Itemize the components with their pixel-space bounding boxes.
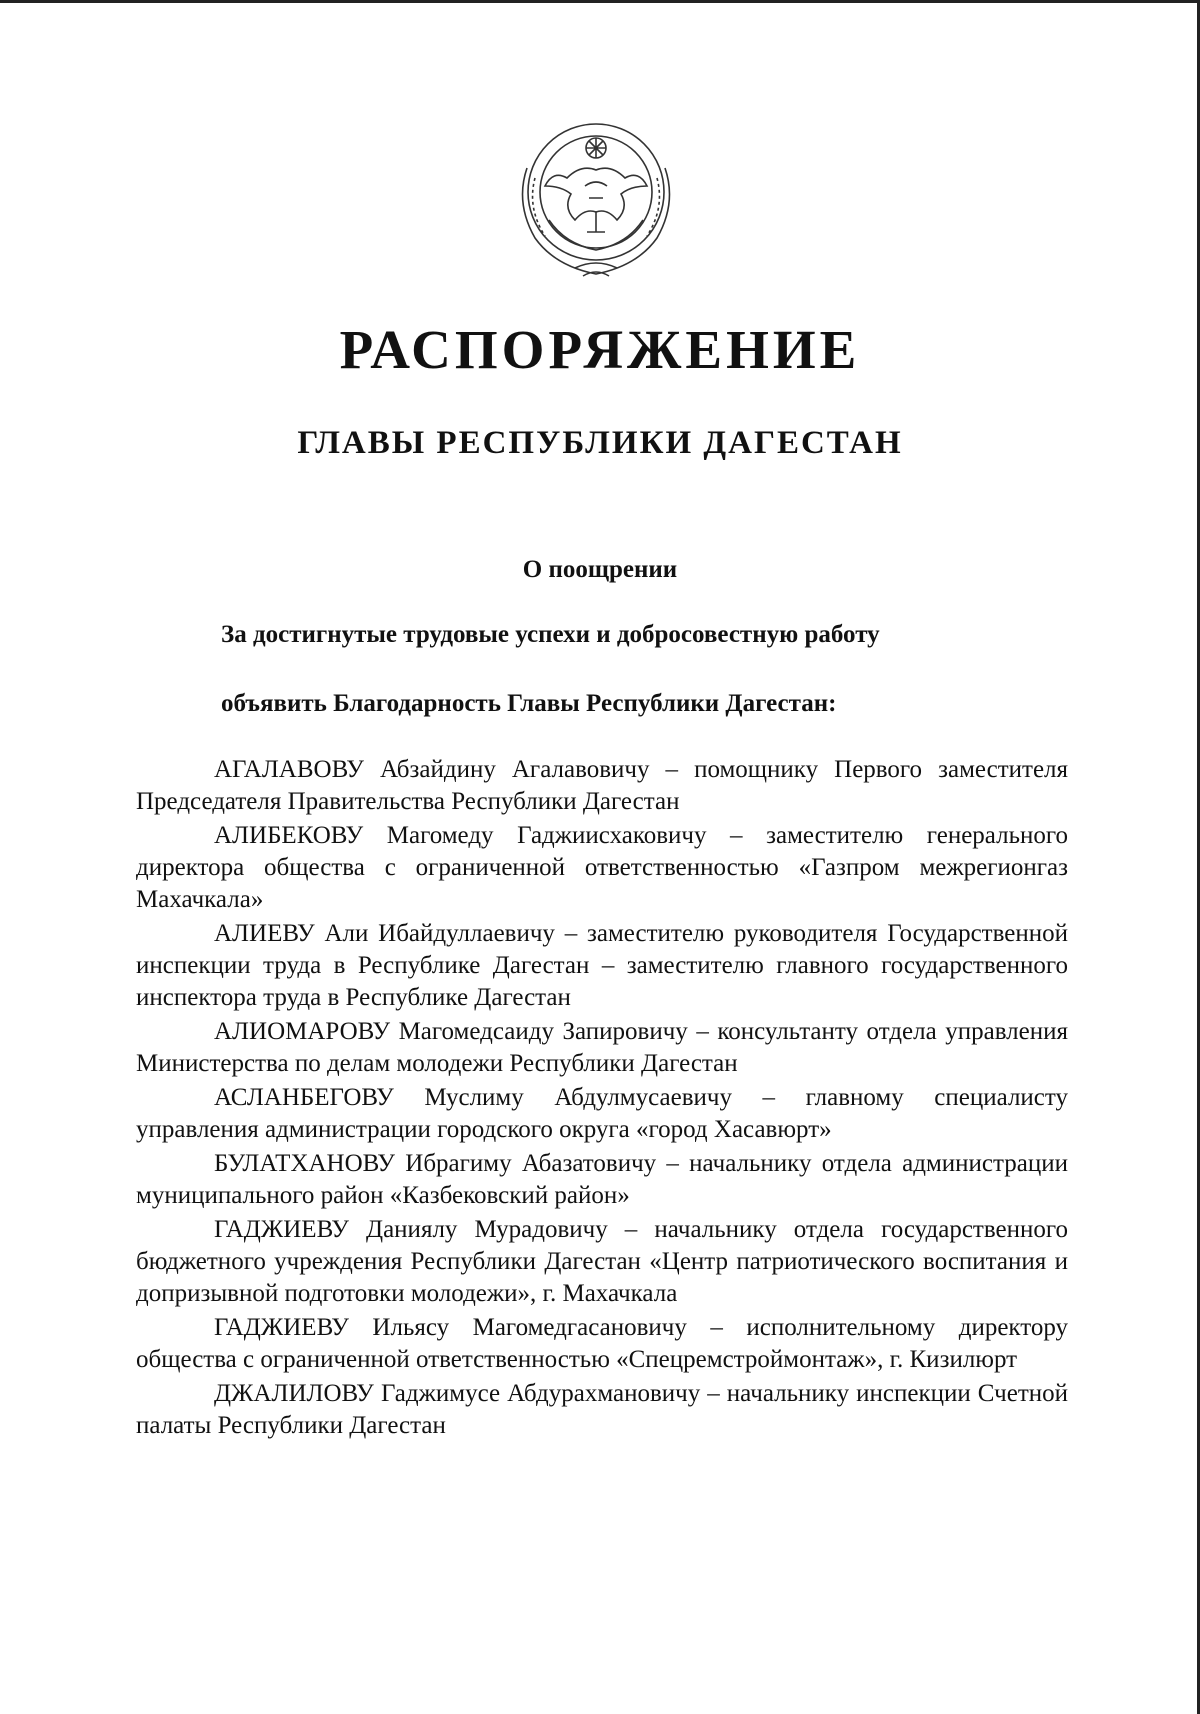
intro-line-1: За достигнутые трудовые успехи и добросовестную работу <box>221 621 880 648</box>
awardee-entry <box>136 1214 1068 1310</box>
awardee-list <box>136 754 1068 1444</box>
awardee-details: Даниялу Мурадовичу – начальнику отдела государственного бюджетного учреждения Республики Дагестан «Центр патриотического воспитания и допризывной подготовки молодежи», г. Махачкала <box>136 1216 1068 1307</box>
awardee-entry <box>136 1312 1068 1376</box>
awardee-surname: АГАЛАВОВУ <box>214 756 364 783</box>
awardee-entry <box>136 1378 1068 1442</box>
awardee-surname: ГАДЖИЕВУ <box>214 1216 349 1243</box>
awardee-surname: ГАДЖИЕВУ <box>214 1314 349 1341</box>
document-subject: О поощрении <box>522 556 678 583</box>
awardee-details: Абзайдину Агалавовичу – помощнику Первого заместителя Председателя Правительства Республики Дагестан <box>136 756 1069 815</box>
awardee-entry <box>136 1016 1068 1080</box>
awardee-details: Али Ибайдуллаевичу – заместителю руководителя Государственной инспекции труда в Республике Дагестан – заместителю главного государственного инспектора труда в Республике Дагестан <box>136 920 1068 1011</box>
awardee-surname: АСЛАНБЕГОВУ <box>214 1084 394 1111</box>
awardee-entry <box>136 1082 1068 1146</box>
awardee-surname: АЛИЕВУ <box>214 920 315 947</box>
intro-line-2: объявить Благодарность Главы Республики Дагестан: <box>221 690 837 717</box>
awardee-details: Магомеду Гаджиисхаковичу – заместителю генерального директора общества с ограниченной ответственностью «Газпром межрегионгаз Махачкала» <box>136 822 1069 913</box>
scan-edge-top <box>0 0 1200 3</box>
coat-of-arms-icon <box>505 108 687 284</box>
awardee-details: Муслиму Абдулмусаевичу – главному специалисту управления администрации городского округа «город Хасавюрт» <box>136 1084 1068 1143</box>
document-subtitle: ГЛАВЫ РЕСПУБЛИКИ ДАГЕСТАН <box>297 425 903 461</box>
awardee-entry <box>136 820 1068 916</box>
awardee-entry <box>136 918 1068 1014</box>
awardee-surname: БУЛАТХАНОВУ <box>214 1150 396 1177</box>
awardee-surname: АЛИБЕКОВУ <box>214 822 364 849</box>
awardee-details: Магомедсаиду Запировичу – консультанту отдела управления Министерства по делам молодежи Республики Дагестан <box>136 1018 1069 1077</box>
awardee-surname: АЛИОМАРОВУ <box>214 1018 391 1045</box>
document-title: РАСПОРЯЖЕНИЕ <box>339 319 861 380</box>
awardee-details: Гаджимусе Абдурахмановичу – начальнику инспекции Счетной палаты Республики Дагестан <box>136 1380 1069 1439</box>
awardee-entry <box>136 1148 1068 1212</box>
awardee-details: Ильясу Магомедгасановичу – исполнительному директору общества с ограниченной ответственностью «Спецремстроймонтаж», г. Кизилюрт <box>136 1314 1069 1373</box>
awardee-surname: ДЖАЛИЛОВУ <box>214 1380 374 1407</box>
awardee-details: Ибрагиму Абазатовичу – начальнику отдела администрации муниципального район «Казбековский район» <box>136 1150 1068 1209</box>
awardee-entry <box>136 754 1068 818</box>
